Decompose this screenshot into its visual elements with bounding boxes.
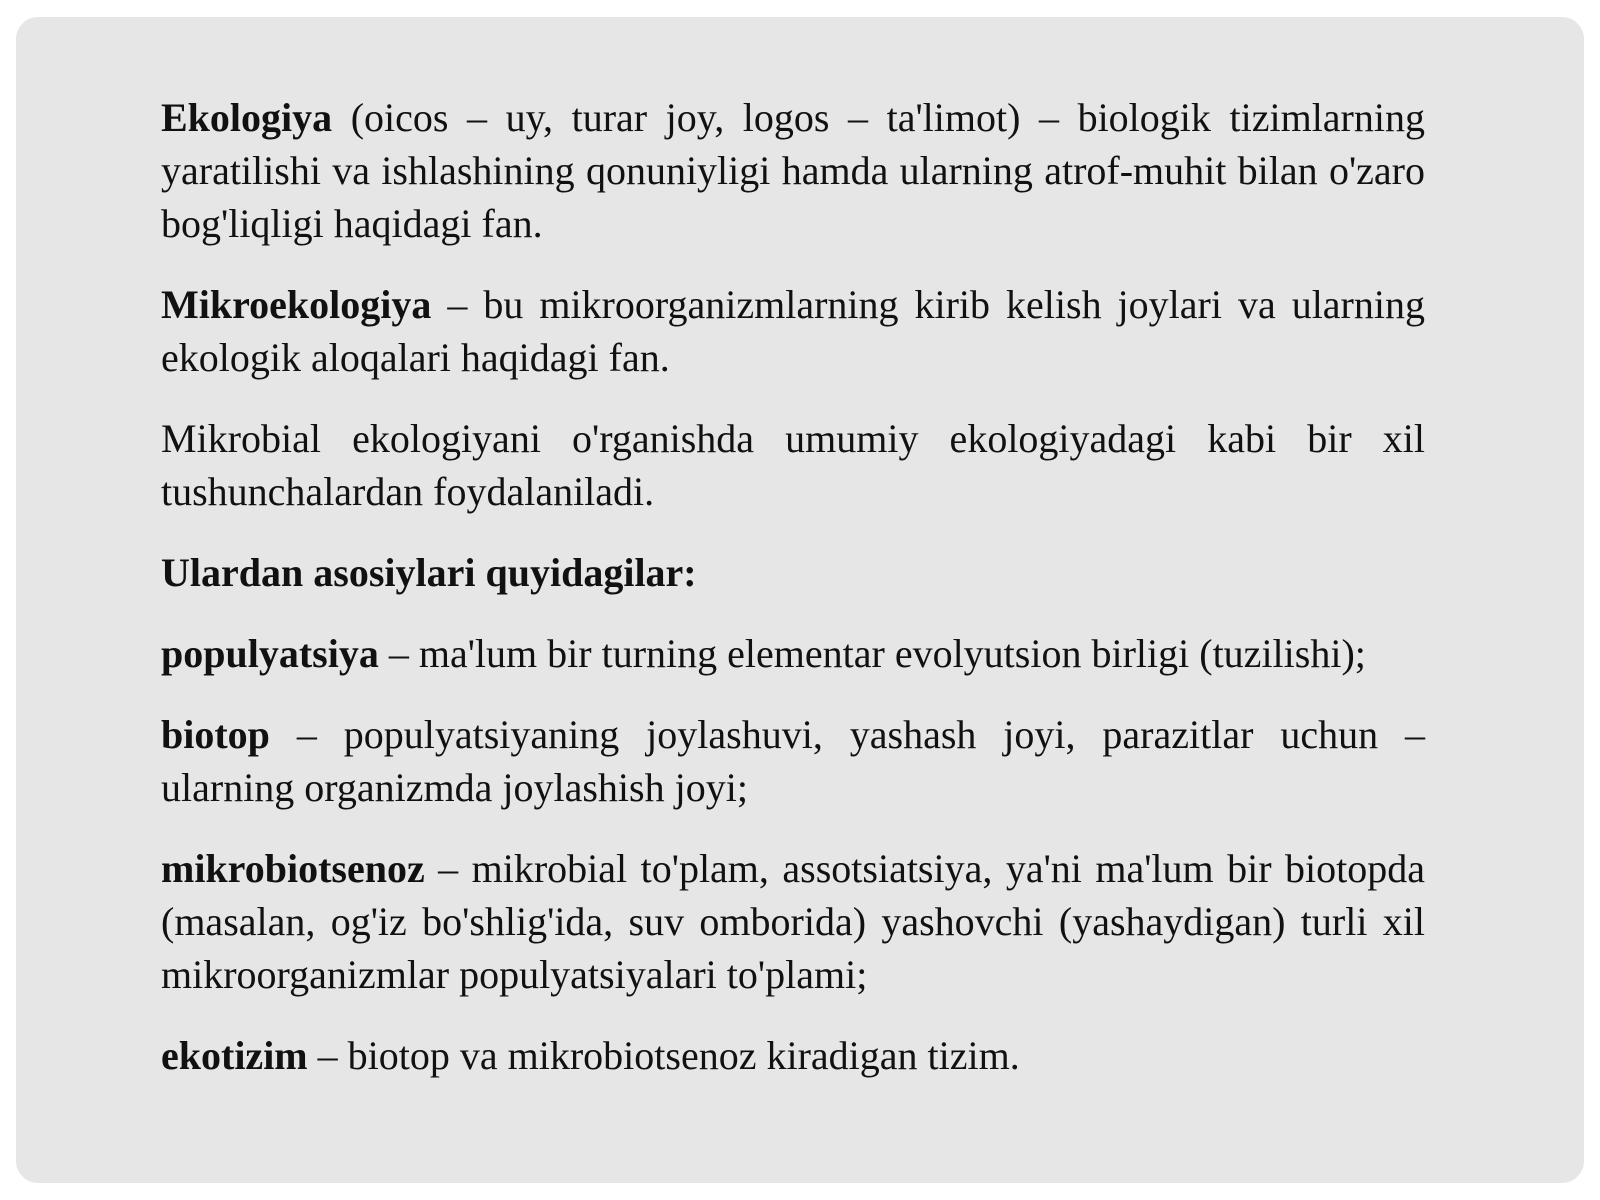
definition-mikroekologiya: – bu mikroorganizmlarning kirib kelish joylari va ularning ekologik aloqalari haqidagi fan. [161,282,1425,380]
slide-content [161,91,1425,1110]
term-ekotizim: ekotizim [161,1033,308,1078]
definition-ekotizim: – biotop va mikrobiotsenoz kiradigan tizim. [307,1033,1020,1078]
paragraph-biotop [161,708,1425,814]
paragraph-mikrobiotsenoz [161,842,1425,1001]
paragraph-mikroekologiya [161,278,1425,384]
definition-ekologiya: (oicos – uy, turar joy, logos – ta'limot) – biologik tizimlarning yaratilishi va ishlashining qonuniyligi hamda ularning atrof-muhit bilan o'zaro bog'liqligi haqidagi fan. [161,95,1425,246]
term-mikroekologiya: Mikroekologiya [161,282,432,327]
heading-asosiylari: Ulardan asosiylari quyidagilar: [161,550,697,595]
term-mikrobiotsenoz: mikrobiotsenoz [161,846,425,891]
definition-biotop: – populyatsiyaning joylashuvi, yashash joyi, parazitlar uchun – ularning organizmda joylashish joyi; [161,712,1425,810]
paragraph-ekotizim [161,1029,1425,1082]
definition-populyatsiya: – ma'lum bir turning elementar evolyutsion birligi (tuzilishi); [378,631,1366,676]
text-mikrobial-ekologiya: Mikrobial ekologiyani o'rganishda umumiy ekologiyadagi kabi bir xil tushunchalardan foydalaniladi. [161,416,1425,514]
paragraph-ekologiya [161,91,1425,250]
definition-mikrobiotsenoz: – mikrobial to'plam, assotsiatsiya, ya'ni ma'lum bir biotopda (masalan, og'iz bo'shlig'ida, suv omborida) yashovchi (yashaydigan) turli xil mikroorganizmlar populyatsiyalari to'plami; [161,846,1425,997]
slide-panel [16,17,1584,1183]
term-populyatsiya: populyatsiya [161,631,379,676]
paragraph-mikrobial-ekologiya [161,412,1425,518]
term-ekologiya: Ekologiya [161,95,333,140]
paragraph-asosiylari-heading [161,546,1425,599]
paragraph-populyatsiya [161,627,1425,680]
term-biotop: biotop [161,712,270,757]
